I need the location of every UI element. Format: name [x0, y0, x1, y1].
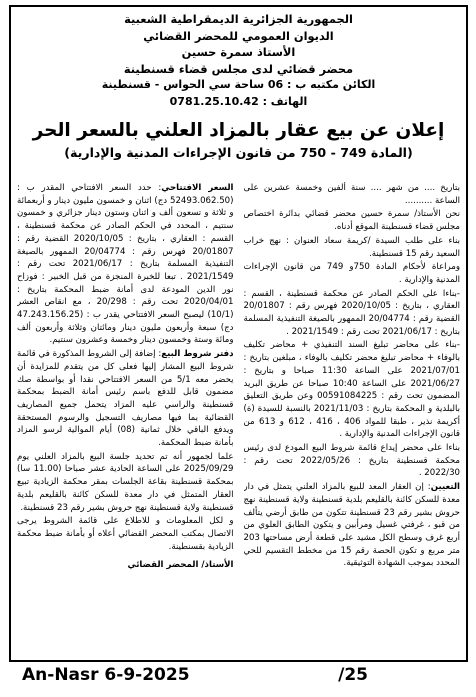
- opening-price-text: : حدد السعر الافتتاحي المقدر ب : (52493.062.50 دج) اثنان و خمسون مليون دينار و أربعمائة و ثلاثة و تسعون ألف و اثنان وستون دينار جزائري و خمسون سنتيم ، المحدد في الحكم الصادر عن محكمة قسنطينة ، القسم : العقاري ، بتاريخ : 2020/10/05 القضية رقم : 20/01807 فهرس رقم : 20/04774 الممهور بالصيغة التنفيذية المسلمة بتاريخ : 2021/06/17 تحت رقم : 2021/1549 . تبعا للخبرة المنجزة من قبل الخبير : فوزاح نور الدين المودعة لدى أمانة ضبط المحكمة بتاريخ : 2020/04/01 تحت رقم : 20/298 ، مع انقاص العشر (10/1) ليصبح السعر الافتتاحي يقدر ب : (47.243.156.25 دج) سبعة وأربعون مليون دينار ومائتان وثلاثة وأربعون ألف ومائة وستة وخمسون دينار وخمسة وعشرون سنتيم.: [17, 183, 234, 346]
- notice-header: [11, 7, 466, 111]
- paragraph-date: بتاريخ .... من شهر .... سنة ألفين وخمسة عشرين على الساعة ..........: [243, 183, 460, 206]
- notice-body: [17, 182, 460, 656]
- paragraph-sale-conditions: [17, 348, 234, 450]
- header-phone: الهاتف : 0781.25.10.42: [169, 94, 308, 108]
- sale-conditions-text: : إضافة إلى الشروط المذكورة في قائمة شروط البيع المشار إليها فعلى كل من يتقدم للمزايدة أن يحضر معه 5/1 من السعر الافتتاحي نقدا أو بواسطة صك مضمون قابل للدفع باسم رئيس أمانة الضبط بمحكمة قسنطينة والراسي عليه المزاد يتحمل جميع المصاريف القضائية بما فيها مصاريف التسجيل والرسوم المستحقة ويدفع الباقي خلال ثمانية (08) أيام الموالية لرسو المزاد بأمانة ضبط المحكمة.: [17, 349, 234, 449]
- paragraph-opening-price: [17, 182, 234, 347]
- header-address: الكائن مكتبه ب : 06 ساحة سي الحواس - قسنطينة: [101, 78, 376, 92]
- auction-notice: [9, 5, 468, 662]
- paragraph-property: [244, 481, 461, 570]
- notice-title: إعلان عن بيع عقار بالمزاد العلني بالسعر الحر: [32, 119, 445, 141]
- paragraph-session: علما لجمهور أنه تم تحديد جلسة البيع بالمزاد العلني يوم 2025/09/29 على الساعة الحادية عشر صباحا (11.00 سا) بمحكمة قسنطينة بقاعة الجلسات بمقر محكمة الزيادية تبيع العقار المتمثل في دار معدة للسكن كائنة بالقليعم بلدية قسنطينة ولاية قسنطينة نهج حروش بشير رقم 23 قسنطينة.: [17, 451, 234, 513]
- publication-date: An-Nasr 6-9-2025: [22, 665, 190, 685]
- signature-line: الأستاذ/ المحضر القضائي: [127, 560, 234, 571]
- header-bailiff-name: الأستاذ سمرة حسين: [181, 45, 296, 60]
- sale-conditions-heading: دفتر شروط البيع: [161, 349, 234, 360]
- right-column: [244, 182, 461, 656]
- paragraph-legal-basis: ومراعاة لأحكام المادة 750و 749 من قانون الإجراءات المدنية والإدارية .: [243, 262, 460, 285]
- property-description: : إن العقار المعد للبيع بالمزاد العلني يتمثل في دار معدة للسكن كائنة بالقليعم بلدية قسنطينة ولاية قسنطينة نهج حروش بشير رقم 23 قسنطينة تتكون من طابق أرضي يتألف من قبو ، غرفتي غسيل ومرأبين و يتكون الطابق العلوي من أربع غرف وسطح الكل مشيد على قطعة أرض مساحتها 203 متر مربع و تكون الحصة رقم 15 من مخطط التقسيم للحي المحدد بموجب الشهادة التوثيقية.: [243, 482, 460, 569]
- header-court: محضر قضائي لدى مجلس قضاء قسنطينة: [123, 61, 354, 76]
- paragraph-deposit: بناءا على محضر إيداع قائمة شروط البيع المودع لدى رئيس محكمة قسنطينة بتاريخ : 2022/05/26 تحت رقم : 2022/30 .: [243, 443, 460, 479]
- left-column: [17, 182, 234, 656]
- paragraph-requester: بناء على طلب السيدة /كريمة سعاد العنوان : نهج خراب السعيد رقم 15 قسنطينة.: [243, 235, 460, 259]
- paragraph-contact: و لكل المعلومات و للاطلاع على قائمة الشروط يرجى الاتصال بمكتب المحضر القضائي أعلاه أو بأمانة ضبط محكمة الزيادية بقسنطينة.: [17, 516, 234, 552]
- header-office: الديوان العمومي للمحضر القضائي: [143, 28, 334, 43]
- page-footer: [10, 663, 468, 693]
- paragraph-bailiff: نحن الأستاذ/ سمرة حسين محضر قضائي بدائرة اختصاص مجلس قضاء قسنطينة الموقع أدناه.: [243, 209, 460, 233]
- paragraph-judgment: -بناءا على الحكم الصادر عن محكمة قسنطينة ، القسم : العقاري ، بتاريخ : 2020/10/05 فهرس رقم : 20/01807 القضية رقم : 20/04774 الممهور بالصيغة التنفيذية المسلمة بتاريخ : 2021/06/17 تحت رقم : 2021/1549 .: [243, 288, 460, 337]
- paragraph-notifications: -بناء على محاضر تبليغ السند التنفيذي + محاضر تكليف بالوفاء + محاضر تبليغ محضر تكليف بالوفاء ، مبلغين بتاريخ : 2021/07/01 على الساعة 11:30 صباحا و بتاريخ : 2021/06/27 على الساعة 10:40 صباحا عن طريق البريد المضمون تحت رقم : 00591084225 وعن طريق التعليق بالبلدية و المحكمة بتاريخ : 2021/11/03 بالنسبة للسيدة (ة) أكريمة نذير ، طبقا للمواد 406 ، 416 ، 612 و 613 من قانون الإجراءات المدنية والإدارية .: [243, 340, 460, 440]
- header-republic: الجمهورية الجزائرية الديمقراطية الشعبية: [124, 12, 353, 26]
- page-number: /25: [338, 665, 368, 685]
- notice-subtitle: (المادة 749 - 750 من قانون الإجراءات المدنية والإدارية): [64, 144, 413, 160]
- opening-price-heading: السعر الافتتاحي: [161, 183, 234, 193]
- property-heading: التعيين: [430, 482, 460, 493]
